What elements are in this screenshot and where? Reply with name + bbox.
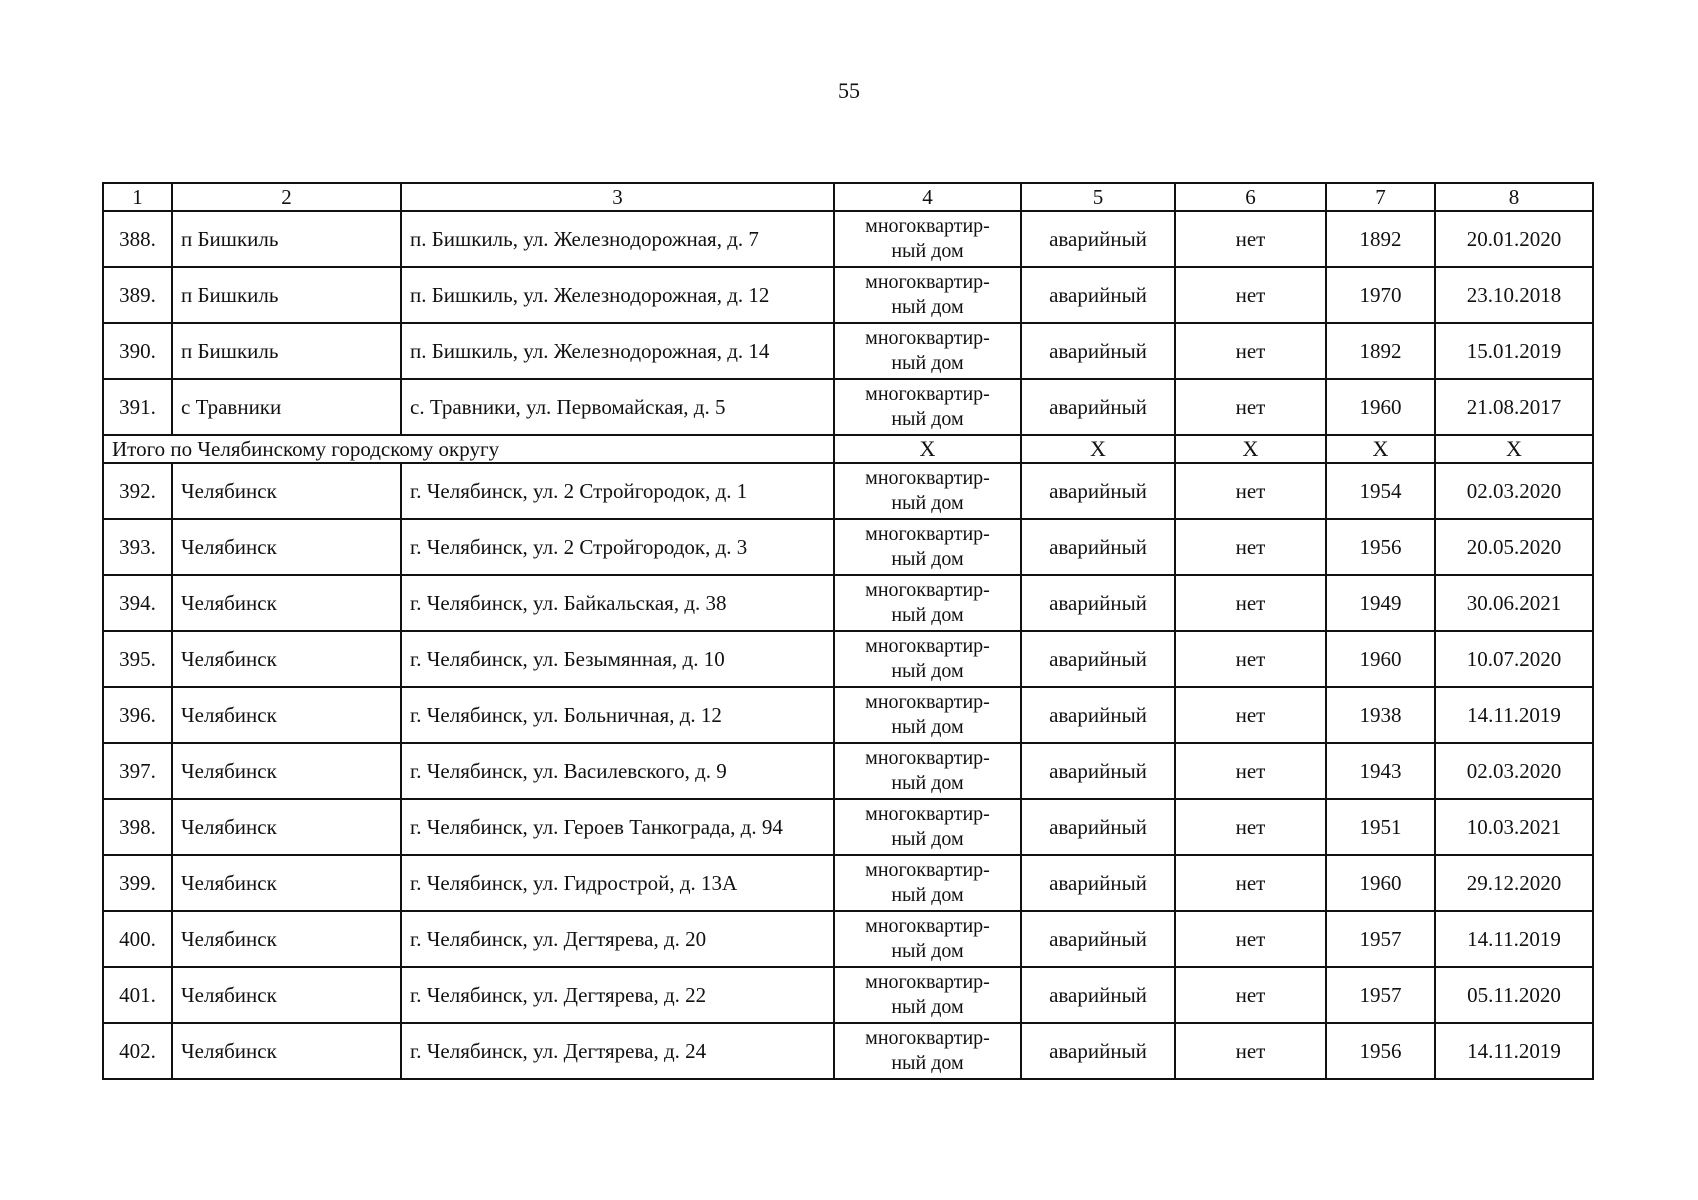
table-row <box>103 911 1593 967</box>
row-number: 399. <box>103 855 172 911</box>
building-type-cell <box>834 743 1021 799</box>
address-cell: п. Бишкиль, ул. Железнодорожная, д. 7 <box>401 211 834 267</box>
address-cell: г. Челябинск, ул. Дегтярева, д. 24 <box>401 1023 834 1079</box>
date-cell: 20.01.2020 <box>1435 211 1593 267</box>
row-number: 392. <box>103 463 172 519</box>
table-row <box>103 267 1593 323</box>
year-cell: 1970 <box>1326 267 1435 323</box>
building-type-line: ный дом <box>891 772 964 794</box>
flag-cell: нет <box>1175 687 1326 743</box>
x-mark-cell: Х <box>1175 435 1326 463</box>
row-number: 391. <box>103 379 172 435</box>
address-cell: г. Челябинск, ул. Больничная, д. 12 <box>401 687 834 743</box>
year-cell: 1892 <box>1326 211 1435 267</box>
address-cell: г. Челябинск, ул. Василевского, д. 9 <box>401 743 834 799</box>
building-type-cell <box>834 323 1021 379</box>
settlement-cell: Челябинск <box>172 799 401 855</box>
building-type-cell <box>834 799 1021 855</box>
building-type-line: ный дом <box>891 604 964 626</box>
row-number: 390. <box>103 323 172 379</box>
table-row <box>103 799 1593 855</box>
row-number: 397. <box>103 743 172 799</box>
building-type-line: многоквартир- <box>865 747 990 769</box>
year-cell: 1957 <box>1326 967 1435 1023</box>
date-cell: 29.12.2020 <box>1435 855 1593 911</box>
x-mark-cell: Х <box>1021 435 1175 463</box>
flag-cell: нет <box>1175 575 1326 631</box>
building-type-cell <box>834 855 1021 911</box>
year-cell: 1951 <box>1326 799 1435 855</box>
building-type-line: ный дом <box>891 492 964 514</box>
building-type-line: многоквартир- <box>865 579 990 601</box>
year-cell: 1938 <box>1326 687 1435 743</box>
date-cell: 14.11.2019 <box>1435 1023 1593 1079</box>
column-header: 3 <box>401 183 834 211</box>
flag-cell: нет <box>1175 1023 1326 1079</box>
flag-cell: нет <box>1175 911 1326 967</box>
condition-cell: аварийный <box>1021 855 1175 911</box>
address-cell: г. Челябинск, ул. Безымянная, д. 10 <box>401 631 834 687</box>
settlement-cell: Челябинск <box>172 687 401 743</box>
year-cell: 1954 <box>1326 463 1435 519</box>
address-cell: г. Челябинск, ул. Гидрострой, д. 13А <box>401 855 834 911</box>
date-cell: 02.03.2020 <box>1435 463 1593 519</box>
date-cell: 10.03.2021 <box>1435 799 1593 855</box>
building-type-line: многоквартир- <box>865 467 990 489</box>
column-header: 4 <box>834 183 1021 211</box>
table-row <box>103 743 1593 799</box>
row-number: 394. <box>103 575 172 631</box>
column-header: 8 <box>1435 183 1593 211</box>
building-type-line: многоквартир- <box>865 859 990 881</box>
condition-cell: аварийный <box>1021 1023 1175 1079</box>
settlement-cell: Челябинск <box>172 519 401 575</box>
building-type-line: многоквартир- <box>865 215 990 237</box>
table-row <box>103 379 1593 435</box>
address-cell: п. Бишкиль, ул. Железнодорожная, д. 14 <box>401 323 834 379</box>
settlement-cell: Челябинск <box>172 631 401 687</box>
table-row <box>103 1023 1593 1079</box>
date-cell: 30.06.2021 <box>1435 575 1593 631</box>
building-type-line: ный дом <box>891 548 964 570</box>
date-cell: 23.10.2018 <box>1435 267 1593 323</box>
settlement-cell: Челябинск <box>172 1023 401 1079</box>
settlement-cell: с Травники <box>172 379 401 435</box>
table-row <box>103 631 1593 687</box>
flag-cell: нет <box>1175 463 1326 519</box>
date-cell: 20.05.2020 <box>1435 519 1593 575</box>
settlement-cell: Челябинск <box>172 967 401 1023</box>
building-type-line: ный дом <box>891 1052 964 1074</box>
building-type-line: ный дом <box>891 828 964 850</box>
building-type-cell <box>834 519 1021 575</box>
flag-cell: нет <box>1175 267 1326 323</box>
condition-cell: аварийный <box>1021 911 1175 967</box>
condition-cell: аварийный <box>1021 743 1175 799</box>
address-cell: г. Челябинск, ул. Дегтярева, д. 22 <box>401 967 834 1023</box>
building-type-cell <box>834 631 1021 687</box>
building-type-line: многоквартир- <box>865 1027 990 1049</box>
settlement-cell: Челябинск <box>172 743 401 799</box>
year-cell: 1960 <box>1326 379 1435 435</box>
row-number: 402. <box>103 1023 172 1079</box>
table-row <box>103 967 1593 1023</box>
page-number: 55 <box>838 78 860 103</box>
row-number: 389. <box>103 267 172 323</box>
building-type-line: многоквартир- <box>865 523 990 545</box>
flag-cell: нет <box>1175 519 1326 575</box>
year-cell: 1892 <box>1326 323 1435 379</box>
flag-cell: нет <box>1175 379 1326 435</box>
building-type-line: многоквартир- <box>865 383 990 405</box>
flag-cell: нет <box>1175 799 1326 855</box>
address-cell: г. Челябинск, ул. Байкальская, д. 38 <box>401 575 834 631</box>
address-cell: п. Бишкиль, ул. Железнодорожная, д. 12 <box>401 267 834 323</box>
address-cell: г. Челябинск, ул. Героев Танкограда, д. 94 <box>401 799 834 855</box>
date-cell: 15.01.2019 <box>1435 323 1593 379</box>
building-type-line: ный дом <box>891 352 964 374</box>
flag-cell: нет <box>1175 631 1326 687</box>
building-type-line: многоквартир- <box>865 803 990 825</box>
column-header: 1 <box>103 183 172 211</box>
condition-cell: аварийный <box>1021 211 1175 267</box>
condition-cell: аварийный <box>1021 463 1175 519</box>
condition-cell: аварийный <box>1021 267 1175 323</box>
building-type-line: многоквартир- <box>865 327 990 349</box>
year-cell: 1960 <box>1326 855 1435 911</box>
building-type-line: ный дом <box>891 296 964 318</box>
address-cell: г. Челябинск, ул. 2 Стройгородок, д. 3 <box>401 519 834 575</box>
table-header <box>103 183 1593 211</box>
building-type-cell <box>834 911 1021 967</box>
building-type-line: многоквартир- <box>865 635 990 657</box>
date-cell: 21.08.2017 <box>1435 379 1593 435</box>
building-type-cell <box>834 211 1021 267</box>
settlement-cell: п Бишкиль <box>172 211 401 267</box>
table-row <box>103 463 1593 519</box>
registry-table <box>102 182 1594 1080</box>
row-number: 395. <box>103 631 172 687</box>
building-type-cell <box>834 379 1021 435</box>
date-cell: 02.03.2020 <box>1435 743 1593 799</box>
table-row <box>103 687 1593 743</box>
flag-cell: нет <box>1175 967 1326 1023</box>
column-header: 6 <box>1175 183 1326 211</box>
x-mark-cell: Х <box>1435 435 1593 463</box>
flag-cell: нет <box>1175 855 1326 911</box>
building-type-line: многоквартир- <box>865 691 990 713</box>
building-type-cell <box>834 267 1021 323</box>
column-header: 2 <box>172 183 401 211</box>
x-mark-cell: Х <box>1326 435 1435 463</box>
condition-cell: аварийный <box>1021 519 1175 575</box>
row-number: 398. <box>103 799 172 855</box>
year-cell: 1956 <box>1326 519 1435 575</box>
building-type-line: многоквартир- <box>865 271 990 293</box>
year-cell: 1943 <box>1326 743 1435 799</box>
flag-cell: нет <box>1175 743 1326 799</box>
table-row <box>103 575 1593 631</box>
building-type-line: ный дом <box>891 240 964 262</box>
building-type-line: ный дом <box>891 996 964 1018</box>
settlement-cell: п Бишкиль <box>172 267 401 323</box>
table-body <box>103 211 1593 1079</box>
building-type-line: ный дом <box>891 884 964 906</box>
settlement-cell: п Бишкиль <box>172 323 401 379</box>
year-cell: 1957 <box>1326 911 1435 967</box>
building-type-line: ный дом <box>891 940 964 962</box>
year-cell: 1960 <box>1326 631 1435 687</box>
condition-cell: аварийный <box>1021 799 1175 855</box>
table-row <box>103 519 1593 575</box>
building-type-cell <box>834 463 1021 519</box>
building-type-line: многоквартир- <box>865 915 990 937</box>
condition-cell: аварийный <box>1021 379 1175 435</box>
building-type-cell <box>834 1023 1021 1079</box>
building-type-line: ный дом <box>891 408 964 430</box>
address-cell: г. Челябинск, ул. 2 Стройгородок, д. 1 <box>401 463 834 519</box>
row-number: 400. <box>103 911 172 967</box>
building-type-line: многоквартир- <box>865 971 990 993</box>
building-type-cell <box>834 967 1021 1023</box>
address-cell: с. Травники, ул. Первомайская, д. 5 <box>401 379 834 435</box>
row-number: 393. <box>103 519 172 575</box>
settlement-cell: Челябинск <box>172 855 401 911</box>
flag-cell: нет <box>1175 323 1326 379</box>
x-mark-cell: Х <box>834 435 1021 463</box>
building-type-line: ный дом <box>891 716 964 738</box>
table-row <box>103 323 1593 379</box>
date-cell: 14.11.2019 <box>1435 911 1593 967</box>
row-number: 401. <box>103 967 172 1023</box>
date-cell: 05.11.2020 <box>1435 967 1593 1023</box>
condition-cell: аварийный <box>1021 575 1175 631</box>
condition-cell: аварийный <box>1021 967 1175 1023</box>
row-number: 388. <box>103 211 172 267</box>
date-cell: 14.11.2019 <box>1435 687 1593 743</box>
address-cell: г. Челябинск, ул. Дегтярева, д. 20 <box>401 911 834 967</box>
building-type-cell <box>834 687 1021 743</box>
table-row <box>103 211 1593 267</box>
condition-cell: аварийный <box>1021 687 1175 743</box>
table-row <box>103 855 1593 911</box>
total-row <box>103 435 1593 463</box>
total-row-label: Итого по Челябинскому городскому округу <box>103 435 834 463</box>
building-type-cell <box>834 575 1021 631</box>
column-number-row <box>103 183 1593 211</box>
column-header: 5 <box>1021 183 1175 211</box>
condition-cell: аварийный <box>1021 631 1175 687</box>
settlement-cell: Челябинск <box>172 911 401 967</box>
condition-cell: аварийный <box>1021 323 1175 379</box>
flag-cell: нет <box>1175 211 1326 267</box>
year-cell: 1949 <box>1326 575 1435 631</box>
year-cell: 1956 <box>1326 1023 1435 1079</box>
building-type-line: ный дом <box>891 660 964 682</box>
row-number: 396. <box>103 687 172 743</box>
column-header: 7 <box>1326 183 1435 211</box>
date-cell: 10.07.2020 <box>1435 631 1593 687</box>
settlement-cell: Челябинск <box>172 463 401 519</box>
settlement-cell: Челябинск <box>172 575 401 631</box>
